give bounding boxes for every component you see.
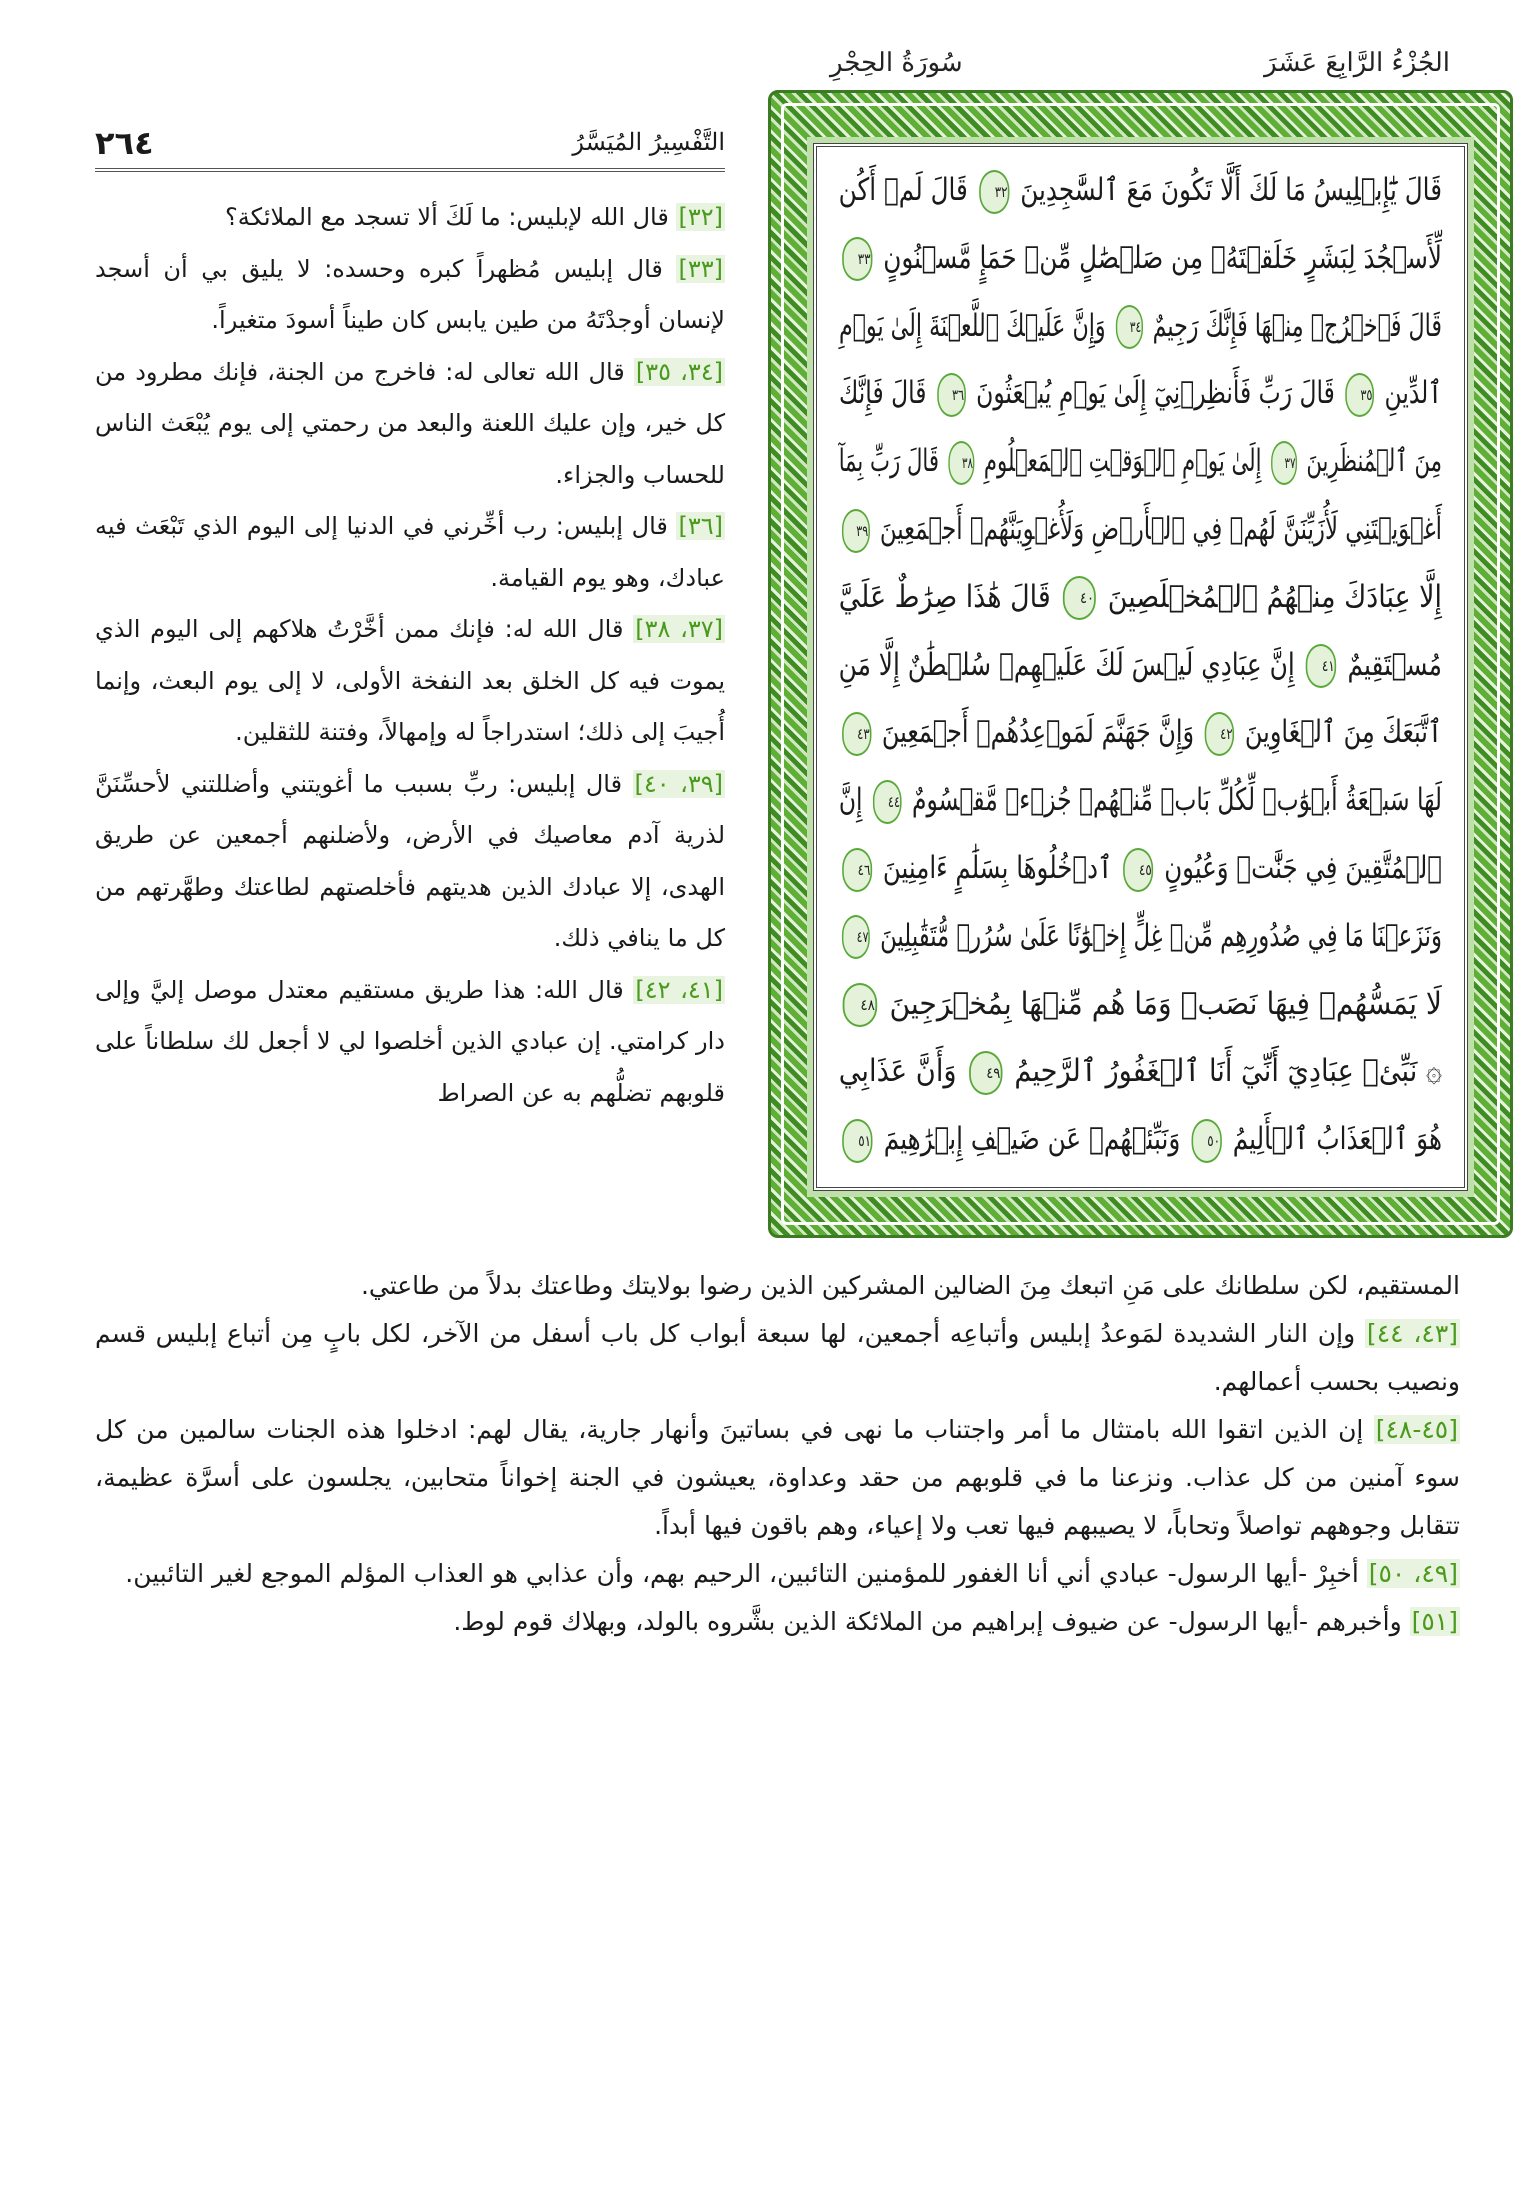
commentary-full-width — [95, 1262, 1460, 1646]
commentary-paragraph — [95, 1598, 1460, 1646]
quran-text: وَأَنَّ عَذَابِي — [838, 1053, 957, 1090]
commentary-paragraph — [95, 1262, 1460, 1310]
quran-text: إِنَّ — [838, 782, 863, 819]
quran-text: وَإِنَّ عَلَيۡكَ ٱللَّعۡنَةَ إِلَىٰ يَوۡمِ — [838, 307, 1106, 344]
ayah-marker: ٤٦ — [842, 848, 872, 892]
commentary-text: وإن النار الشديدة لمَوعدُ إبليس وأتباعِه أجمعين، لها سبعة أبواب كل باب أسفل من الآخر، لكل بابٍ مِن أتباع إبليس قسم ونصيب بحسب أعمالهم. — [95, 1319, 1460, 1396]
ayah-marker: ٤٢ — [1205, 712, 1234, 756]
quran-text: هُوَ ٱلۡعَذَابُ ٱلۡأَلِيمُ — [1232, 1121, 1442, 1158]
commentary-title: التَّفْسِيرُ المُيَسَّرُ — [572, 128, 725, 156]
verse-reference: [٣٤، ٣٥] — [635, 357, 723, 386]
commentary-header — [95, 124, 725, 172]
verse-reference: [٤٩، ٥٠] — [1368, 1559, 1458, 1588]
ayah-marker: ٣٣ — [842, 237, 872, 281]
commentary-paragraph — [95, 965, 725, 1120]
commentary-paragraph — [95, 347, 725, 502]
ayah-marker: ٣٤ — [1116, 305, 1143, 349]
ayah-marker: ٣٥ — [1345, 373, 1374, 417]
quran-text: وَإِنَّ جَهَنَّمَ لَمَوۡعِدُهُمۡ أَجۡمَعِينَ — [881, 714, 1195, 751]
quran-line — [838, 634, 1442, 696]
ayah-marker: ٤٧ — [842, 915, 870, 959]
quran-text-panel — [813, 143, 1468, 1191]
quran-text: قَالَ فَإِنَّكَ — [839, 375, 927, 412]
ayah-marker: ٤٥ — [1123, 848, 1153, 892]
surah-header: سُورَةُ الحِجْرِ — [830, 48, 963, 78]
quran-text: لَا يَمَسُّهُمۡ فِيهَا نَصَبٞ وَمَا هُم مِّنۡهَا بِمُخۡرَجِينَ — [889, 985, 1442, 1022]
quran-text: قَالَ رَبِّ بِمَآ — [838, 443, 939, 480]
commentary-text: إن الذين اتقوا الله بامتثال ما أمر واجتناب ما نهى في بساتينَ وأنهار جارية، يقال لهم: ادخلوا هذه الجنات سالمين من كل سوء آمنين من كل عذاب. ونزعنا ما في قلوبهم من حقد وعداوة، يعيشون في الجنة إخواناً متحابين، يجلسون على أسرَّة عظيمة، تتقابل وجوههم تواصلاً وتحاباً، لا يصيبهم فيها تعب ولا إعياء، وهم باقون فيها أبداً. — [95, 1415, 1460, 1540]
commentary-text: أخبِرْ -أيها الرسول- عبادي أني أنا الغفور للمؤمنين التائبين، الرحيم بهم، وأن عذابي هو العذاب المؤلم الموجع لغير التائبين. — [125, 1559, 1367, 1588]
quran-line — [860, 973, 1442, 1035]
quran-line — [839, 362, 1442, 424]
quran-text: مُسۡتَقِيمٌ — [1347, 646, 1442, 683]
quran-text: إِنَّ عِبَادِي لَيۡسَ لَكَ عَلَيۡهِمۡ سُلۡطَٰنٌ إِلَّا مَنِ — [838, 646, 1295, 683]
quran-line — [838, 430, 1442, 492]
quran-text: ٱلدِّينِ — [1384, 375, 1442, 412]
quran-line — [858, 1108, 1442, 1170]
commentary-paragraph — [95, 501, 725, 604]
commentary-text: وأخبرهم -أيها الرسول- عن ضيوف إبراهيم من الملائكة الذين بشَّروه بالولد، وبهلاك قوم لوط. — [453, 1607, 1410, 1636]
ayah-marker: ٤١ — [1306, 644, 1336, 688]
ayah-marker: ٣٧ — [1271, 441, 1297, 485]
quran-text: قَالَ رَبِّ فَأَنظِرۡنِيٓ إِلَىٰ يَوۡمِ يُبۡعَثُونَ — [976, 375, 1335, 412]
ayah-marker: ٤٣ — [842, 712, 871, 756]
verse-reference: [٤٣، ٤٤] — [1366, 1319, 1459, 1348]
quran-line — [857, 701, 1442, 763]
commentary-column — [95, 192, 725, 1119]
commentary-text: قال الله تعالى له: فاخرج من الجنة، فإنك مطرود من كل خير، وإن عليك اللعنة والبعد من رحمتي إلى يوم يُبْعَث الناس للحساب والجزاء. — [95, 357, 725, 489]
verse-reference: [٣٣] — [678, 254, 723, 283]
quran-text: مِنَ ٱلۡمُنظَرِينَ — [1306, 443, 1442, 480]
quran-text: وَنَزَعۡنَا مَا فِي صُدُورِهِم مِّنۡ غِلٍّ إِخۡوَٰنًا عَلَىٰ سُرُرٖ مُّتَقَٰبِلِينَ — [880, 917, 1442, 954]
commentary-paragraph — [95, 244, 725, 347]
quran-text: لِّأَسۡجُدَ لِبَشَرٍ خَلَقۡتَهُۥ مِن صَلۡصَٰلٍ مِّنۡ حَمَإٍ مَّسۡنُونٍ — [883, 239, 1442, 276]
quran-line — [856, 498, 1442, 560]
commentary-paragraph — [95, 1310, 1460, 1406]
quran-line — [856, 905, 1442, 967]
quran-line — [838, 769, 1442, 831]
ayah-marker: ٥١ — [842, 1119, 872, 1163]
commentary-text: قال إبليس مُظهراً كبره وحسده: لا يليق بي أن أسجد لإنسان أوجدْتَهُ من طين يابس كان طيناً أسودَ متغيراً. — [95, 254, 725, 334]
ayah-marker: ٤٠ — [1063, 576, 1096, 620]
quran-line — [838, 1040, 1442, 1102]
quran-text: أَغۡوَيۡتَنِي لَأُزَيِّنَنَّ لَهُمۡ فِي ٱلۡأَرۡضِ وَلَأُغۡوِيَنَّهُمۡ أَجۡمَعِينَ — [879, 511, 1442, 547]
quran-text: ٱتَّبَعَكَ مِنَ ٱلۡغَاوِينَ — [1244, 714, 1442, 751]
quran-line — [838, 159, 1442, 221]
ayah-marker: ٣٦ — [937, 373, 966, 417]
quran-text: ۞ نَبِّئۡ عِبَادِيٓ أَنِّيٓ أَنَا ٱلۡغَفُورُ ٱلرَّحِيمُ — [1014, 1053, 1442, 1090]
verse-reference: [٤١، ٤٢] — [635, 975, 723, 1004]
commentary-paragraph — [95, 604, 725, 759]
quran-text: قَالَ لَمۡ أَكُن — [838, 172, 968, 208]
quran-line — [857, 837, 1442, 899]
ayah-marker: ٣٢ — [979, 170, 1009, 214]
commentary-paragraph — [95, 1550, 1460, 1598]
verse-reference: [٣٧، ٣٨] — [635, 615, 724, 643]
quran-text: قَالَ فَٱخۡرُجۡ مِنۡهَا فَإِنَّكَ رَجِيمٌ — [1152, 307, 1442, 344]
quran-line — [857, 227, 1442, 289]
quran-text: قَالَ يَٰٓإِبۡلِيسُ مَا لَكَ أَلَّا تَكُونَ مَعَ ٱلسَّٰجِدِينَ — [1020, 172, 1442, 208]
commentary-paragraph — [95, 1406, 1460, 1550]
quran-text: إِلَىٰ يَوۡمِ ٱلۡوَقۡتِ ٱلۡمَعۡلُومِ — [983, 443, 1262, 480]
quran-line — [838, 566, 1442, 628]
verse-reference: [٣٦] — [678, 512, 723, 540]
quran-text: لَهَا سَبۡعَةُ أَبۡوَٰبٖ لِّكُلِّ بَابٖ مِّنۡهُمۡ جُزۡءٞ مَّقۡسُومٌ — [912, 782, 1442, 819]
quran-text: ٱدۡخُلُوهَا بِسَلَٰمٍ ءَامِنِينَ — [882, 850, 1113, 886]
verse-reference: [٣٢] — [678, 203, 723, 231]
juz-header: الجُزْءُ الرَّابِعَ عَشَرَ — [1264, 48, 1450, 78]
quran-text: إِلَّا عِبَادَكَ مِنۡهُمُ ٱلۡمُخۡلَصِينَ — [1107, 578, 1442, 615]
commentary-paragraph — [95, 192, 725, 244]
ayah-marker: ٤٩ — [969, 1051, 1002, 1095]
quran-line — [838, 295, 1442, 357]
quran-text: وَنَبِّئۡهُمۡ عَن ضَيۡفِ إِبۡرَٰهِيمَ — [883, 1121, 1181, 1158]
commentary-text: قال إبليس: ربِّ بسبب ما أغويتني وأضللتني لأحسِّنَنَّ لذرية آدم معاصيك في الأرض، ولأضلنهم أجمعين عن طريق الهدى، إلا عبادك الذين هديتهم فأخلصتهم لطاعتك وطهَّرتهم من كل ما ينافي ذلك. — [95, 769, 725, 952]
verse-reference: [٥١] — [1411, 1607, 1458, 1636]
verse-reference: [٤٥-٤٨] — [1375, 1415, 1458, 1444]
commentary-text: قال إبليس: رب أخِّرني في الدنيا إلى اليوم الذي تَبْعَث فيه عبادك، وهو يوم القيامة. — [95, 512, 725, 592]
ayah-marker: ٤٤ — [873, 780, 902, 824]
quran-text: قَالَ هَٰذَا صِرَٰطٌ عَلَيَّ — [838, 578, 1051, 615]
ayah-marker: ٤٨ — [842, 983, 877, 1027]
verse-reference: [٣٩، ٤٠] — [634, 769, 724, 798]
commentary-text: قال الله لإبليس: ما لَكَ ألا تسجد مع الملائكة؟ — [224, 203, 677, 231]
commentary-text: المستقيم، لكن سلطانك على مَنِ اتبعك مِنَ الضالين المشركين الذين رضوا بولايتك وطاعتك بدلاً من طاعتي. — [360, 1271, 1460, 1300]
quran-text: ٱلۡمُتَّقِينَ فِي جَنَّٰتٖ وَعُيُونٍ — [1164, 850, 1442, 886]
commentary-text: قال الله: هذا طريق مستقيم معتدل موصل إليَّ وإلى دار كرامتي. إن عبادي الذين أخلصوا لي لا أجعل لك سلطاناً على قلوبهم تضلُّهم به عن الصراط — [95, 975, 725, 1107]
ayah-marker: ٣٨ — [948, 441, 974, 485]
commentary-text: قال الله له: فإنك ممن أخَّرْتُ هلاكهم إلى اليوم الذي يموت فيه كل الخلق بعد النفخة الأولى، لا إلى يوم البعث، وإنما أُجيبَ إلى ذلك؛ استدراجاً له وإمهالاً، وفتنة للثقلين. — [95, 615, 725, 746]
quran-ornamental-frame — [768, 90, 1513, 1238]
commentary-paragraph — [95, 759, 725, 965]
ayah-marker: ٥٠ — [1191, 1119, 1221, 1163]
ayah-marker: ٣٩ — [842, 509, 870, 553]
page-number: ٢٦٤ — [95, 124, 154, 162]
